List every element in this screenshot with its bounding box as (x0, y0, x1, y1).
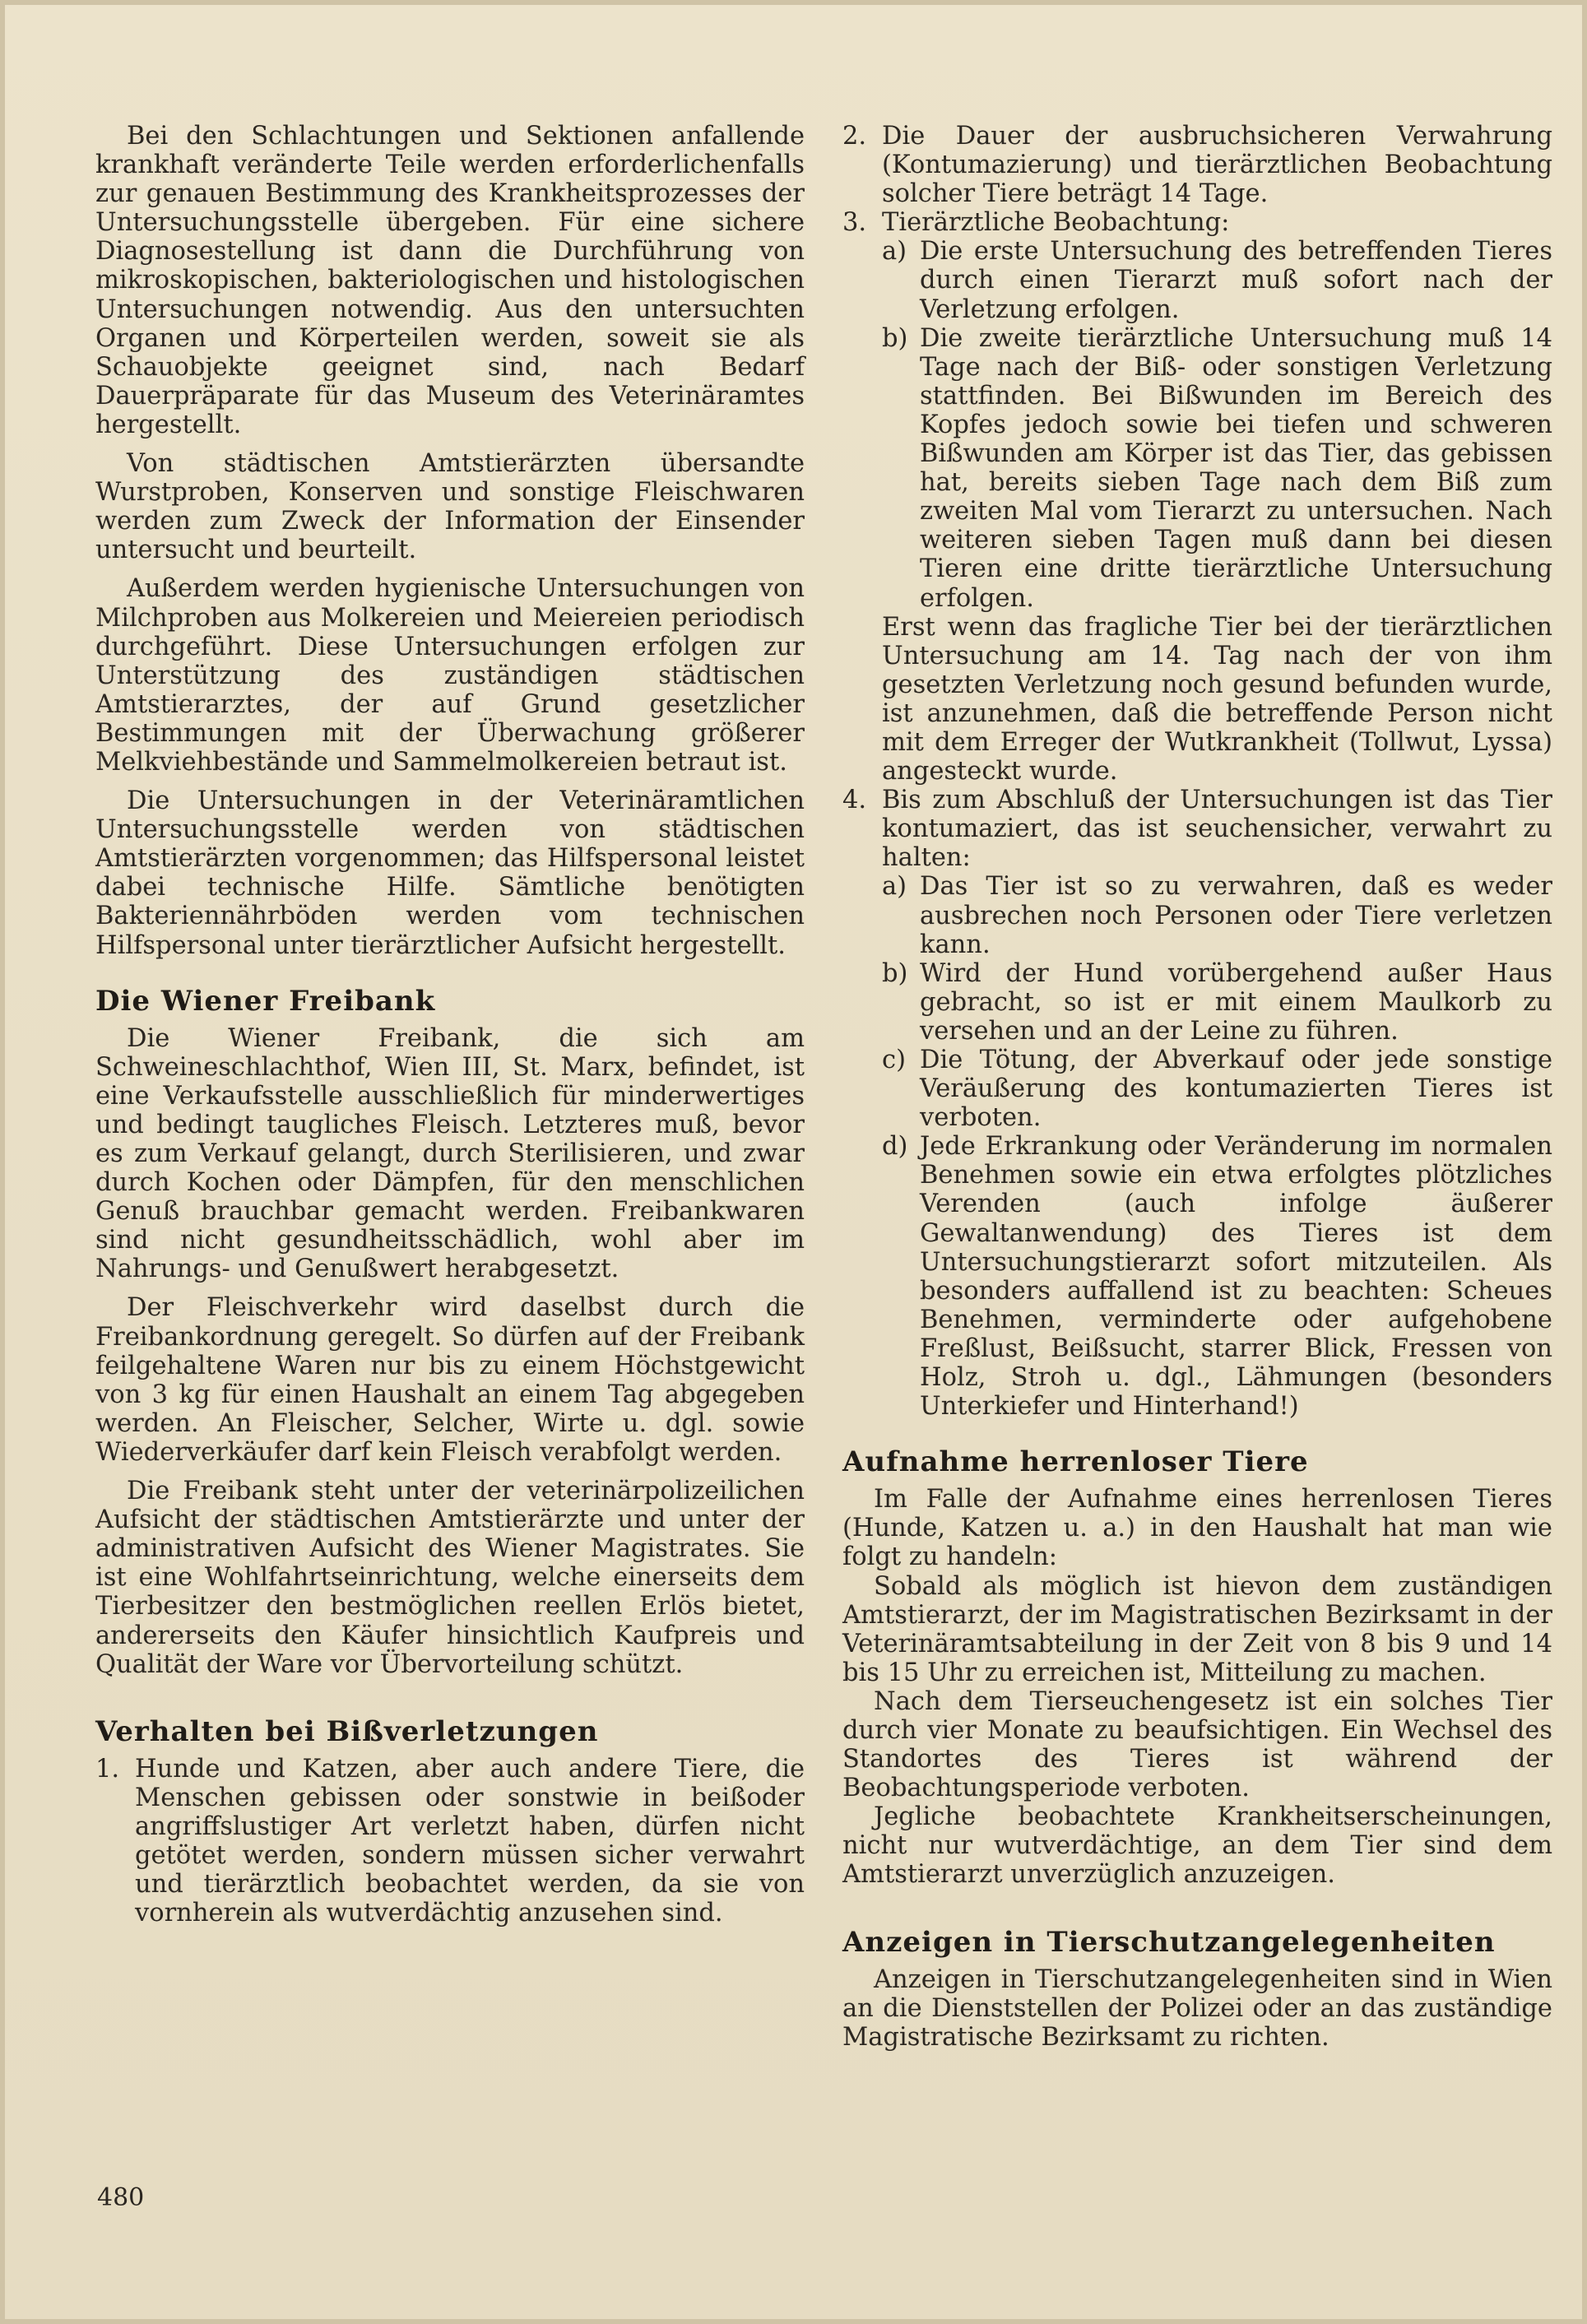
paragraph-freibank-2: Der Fleischverkehr wird daselbst durch die Freibankordnung geregelt. So dürfen auf der Freibank feilgehaltene Waren nur bis zu einem Höchstgewicht von 3 kg für einen Haushalt an einem Tag abgegeben werden. An Fleischer, Selcher, Wirte u. dgl. sowie Wiederverkäufer darf kein Fleisch verabfolgt werden. (95, 1293, 805, 1467)
page-edge-bottom (0, 2319, 1587, 2324)
paragraph-freibank-3: Die Freibank steht unter der veterinärpolizeilichen Aufsicht der städtischen Amtstierärzte und unter der administrativen Aufsicht des Wiener Magistrates. Sie ist eine Wohlfahrtseinrichtung, welche einerseits dem Tierbesitzer den bestmöglichen reellen Erlös bietet, andererseits den Käufer hinsichtlich Kaufpreis und Qualität der Ware vor Übervorteilung schützt. (95, 1477, 805, 1679)
list-marker: d) (882, 1132, 908, 1162)
paragraph-wurstproben: Von städtischen Amtstierärzten übersandte Wurstproben, Konserven und sonstige Fleischwaren werden zum Zweck der Information der Einsender untersucht und beurteilt. (95, 449, 805, 565)
paragraph-freibank-1: Die Wiener Freibank, die sich am Schweineschlachthof, Wien III, St. Marx, befindet, ist eine Verkaufsstelle ausschließlich für minderwertiges und bedingt taugliches Fleisch. Letzteres muß, bevor es zum Verkauf gelangt, durch Sterilisieren, und zwar durch Kochen oder Dämpfen, für den menschlichen Genuß brauchbar gemacht werden. Freibankwaren sind nicht gesundheitsschädlich, wohl aber im Nahrungs- und Genußwert herabgesetzt. (95, 1023, 805, 1284)
list-item-text: Die zweite tierärztliche Untersuchung muß 14 Tage nach der Biß- oder sonstigen Verletzung stattfinden. Bei Bißwunden im Bereich des Kopfes jedoch sowie bei tiefen und schweren Bißwunden am Körper ist das Tier, das gebissen hat, bereits sieben Tage nach dem Biß zum zweiten Mal vom Tierarzt zu untersuchen. Nach weiteren sieben Tagen muß dann bei diesen Tieren eine dritte tierärztliche Untersuchung erfolgen. (920, 323, 1552, 613)
list-item-4 (842, 786, 1552, 872)
list-subitem-3b (882, 324, 1552, 613)
list-item-2 (842, 122, 1552, 208)
left-column (95, 122, 805, 1927)
list-item-text: Hunde und Katzen, aber auch andere Tiere, die Menschen gebissen oder sonstwie in beißoder angriffslustiger Art verletzt haben, dürfen nicht getötet werden, sondern müssen sicher verwahrt und tierärztlich beobachtet werden, da sie von vornherein als wutverdächtig anzusehen sind. (135, 1754, 805, 1928)
heading-bissverletzungen: Verhalten bei Bißverletzungen (95, 1714, 599, 1748)
paragraph-anzeigen: Anzeigen in Tierschutzangelegenheiten sind in Wien an die Dienststellen der Polizei oder an das zuständige Magistratische Bezirksamt zu richten. (842, 1964, 1552, 2052)
list-marker: a) (882, 872, 907, 902)
list-marker: b) (882, 323, 908, 353)
paragraph-erst-wenn: Erst wenn das fragliche Tier bei der tierärztlichen Untersuchung am 14. Tag nach der von ihm gesetzten Verletzung noch gesund befunden wurde, ist anzunehmen, daß die betreffende Person nicht mit dem Erreger der Wutkrankheit (Tollwut, Lyssa) angesteckt wurde. (882, 612, 1552, 786)
list-subitem-3a (882, 237, 1552, 323)
list-marker: 3. (842, 208, 867, 238)
paragraph-sektionen: Bei den Schlachtungen und Sektionen anfallende krankhaft veränderte Teile werden erforderlichenfalls zur genauen Bestimmung des Krankheitsprozesses der Untersuchungsstelle übergeben. Für eine sichere Diagnosestellung ist dann die Durchführung von mikroskopischen, bakteriologischen und histologischen Untersuchungen notwendig. Aus den untersuchten Organen und Körperteilen werden, soweit sie als Schauobjekte geeignet sind, nach Bedarf Dauerpräparate für das Museum des Veterinäramtes hergestellt. (95, 122, 805, 439)
list-item-text: Die Tötung, der Abverkauf oder jede sonstige Veräußerung des kontumazierten Tieres ist verboten. (920, 1046, 1552, 1133)
right-column (842, 122, 1552, 2052)
paragraph-aufnahme-4: Jegliche beobachtete Krankheitserscheinungen, nicht nur wutverdächtige, an dem Tier sind dem Amtstierarzt unverzüglich anzuzeigen. (842, 1802, 1552, 1890)
list-marker: 2. (842, 122, 867, 151)
list-marker: a) (882, 237, 907, 267)
paragraph-untersuchungsstelle: Die Untersuchungen in der Veterinäramtlichen Untersuchungsstelle werden von städtischen Amtstierärzten vorgenommen; das Hilfspersonal leistet dabei technische Hilfe. Sämtliche benötigten Bakteriennährböden werden vom technischen Hilfspersonal unter tierärztlicher Aufsicht hergestellt. (95, 786, 805, 960)
list-item-text: Die erste Untersuchung des betreffenden Tieres durch einen Tierarzt muß sofort nach der Verletzung erfolgen. (920, 237, 1552, 324)
list-marker: c) (882, 1046, 906, 1074)
list-item-3 (842, 208, 1552, 237)
page-edge-right (1582, 0, 1587, 2324)
list-marker: b) (882, 958, 908, 988)
paragraph-milchproben: Außerdem werden hygienische Untersuchungen von Milchproben aus Molkereien und Meiereien periodisch durchgeführt. Diese Untersuchungen erfolgen zur Unterstützung des zuständigen städtischen Amtstierarztes, der auf Grund gesetzlicher Bestimmungen mit der Überwachung größerer Melkviehbestände und Sammelmolkereien betraut ist. (95, 574, 805, 777)
list-marker: 1. (95, 1754, 120, 1784)
paragraph-aufnahme-1: Im Falle der Aufnahme eines herrenlosen Tieres (Hunde, Katzen u. a.) in den Haushalt hat man wie folgt zu handeln: (842, 1485, 1552, 1572)
list-subitem-4c (882, 1046, 1552, 1132)
page-edge-top (0, 0, 1587, 5)
list-item-text: Wird der Hund vorübergehend außer Haus gebracht, so ist er mit einem Maulkorb zu versehen und an der Leine zu führen. (920, 958, 1552, 1046)
list-marker: 4. (842, 786, 867, 815)
list-item-text: Die Dauer der ausbruchsicheren Verwahrung (Kontumazierung) und tierärztlichen Beobachtung solcher Tiere beträgt 14 Tage. (882, 122, 1552, 209)
heading-anzeigen-tierschutz: Anzeigen in Tierschutzangelegenheiten (842, 1925, 1496, 1959)
list-item-text: Das Tier ist so zu verwahren, daß es weder ausbrechen noch Personen oder Tiere verletzen kann. (920, 872, 1552, 959)
list-item-1 (95, 1755, 805, 1928)
page-number: 480 (97, 2183, 145, 2212)
page-edge-left (0, 0, 5, 2324)
paragraph-aufnahme-2: Sobald als möglich ist hievon dem zuständigen Amtstierarzt, der im Magistratischen Bezirksamt in der Veterinäramtsabteilung in der Zeit von 8 bis 9 und 14 bis 15 Uhr zu erreichen ist, Mitteilung zu machen. (842, 1571, 1552, 1687)
list-item-text: Bis zum Abschluß der Untersuchungen ist das Tier kontumaziert, das ist seuchensicher, verwahrt zu halten: (882, 786, 1552, 873)
list-item-text: Jede Erkrankung oder Veränderung im normalen Benehmen sowie ein etwa erfolgtes plötzliches Verenden (auch infolge äußerer Gewaltanwendung) des Tieres ist dem Untersuchungstierarzt sofort mitzuteilen. Als besonders auffallend ist zu beachten: Scheues Benehmen, verminderte oder aufgehobene Freßlust, Beißsucht, starrer Blick, Fressen von Holz, Stroh u. dgl., Lähmungen (besonders Unterkiefer und Hinterhand!) (920, 1132, 1552, 1422)
heading-wiener-freibank: Die Wiener Freibank (95, 984, 436, 1018)
list-subitem-4d (882, 1132, 1552, 1421)
list-subitem-4a (882, 872, 1552, 958)
paragraph-aufnahme-3: Nach dem Tierseuchengesetz ist ein solches Tier durch vier Monate zu beaufsichtigen. Ein Wechsel des Standortes des Tieres ist während der Beobachtungsperiode verboten. (842, 1686, 1552, 1803)
list-item-text: Tierärztliche Beobachtung: (882, 208, 1230, 238)
heading-aufnahme-herrenloser-tiere: Aufnahme herrenloser Tiere (842, 1445, 1309, 1479)
list-subitem-4b (882, 959, 1552, 1046)
